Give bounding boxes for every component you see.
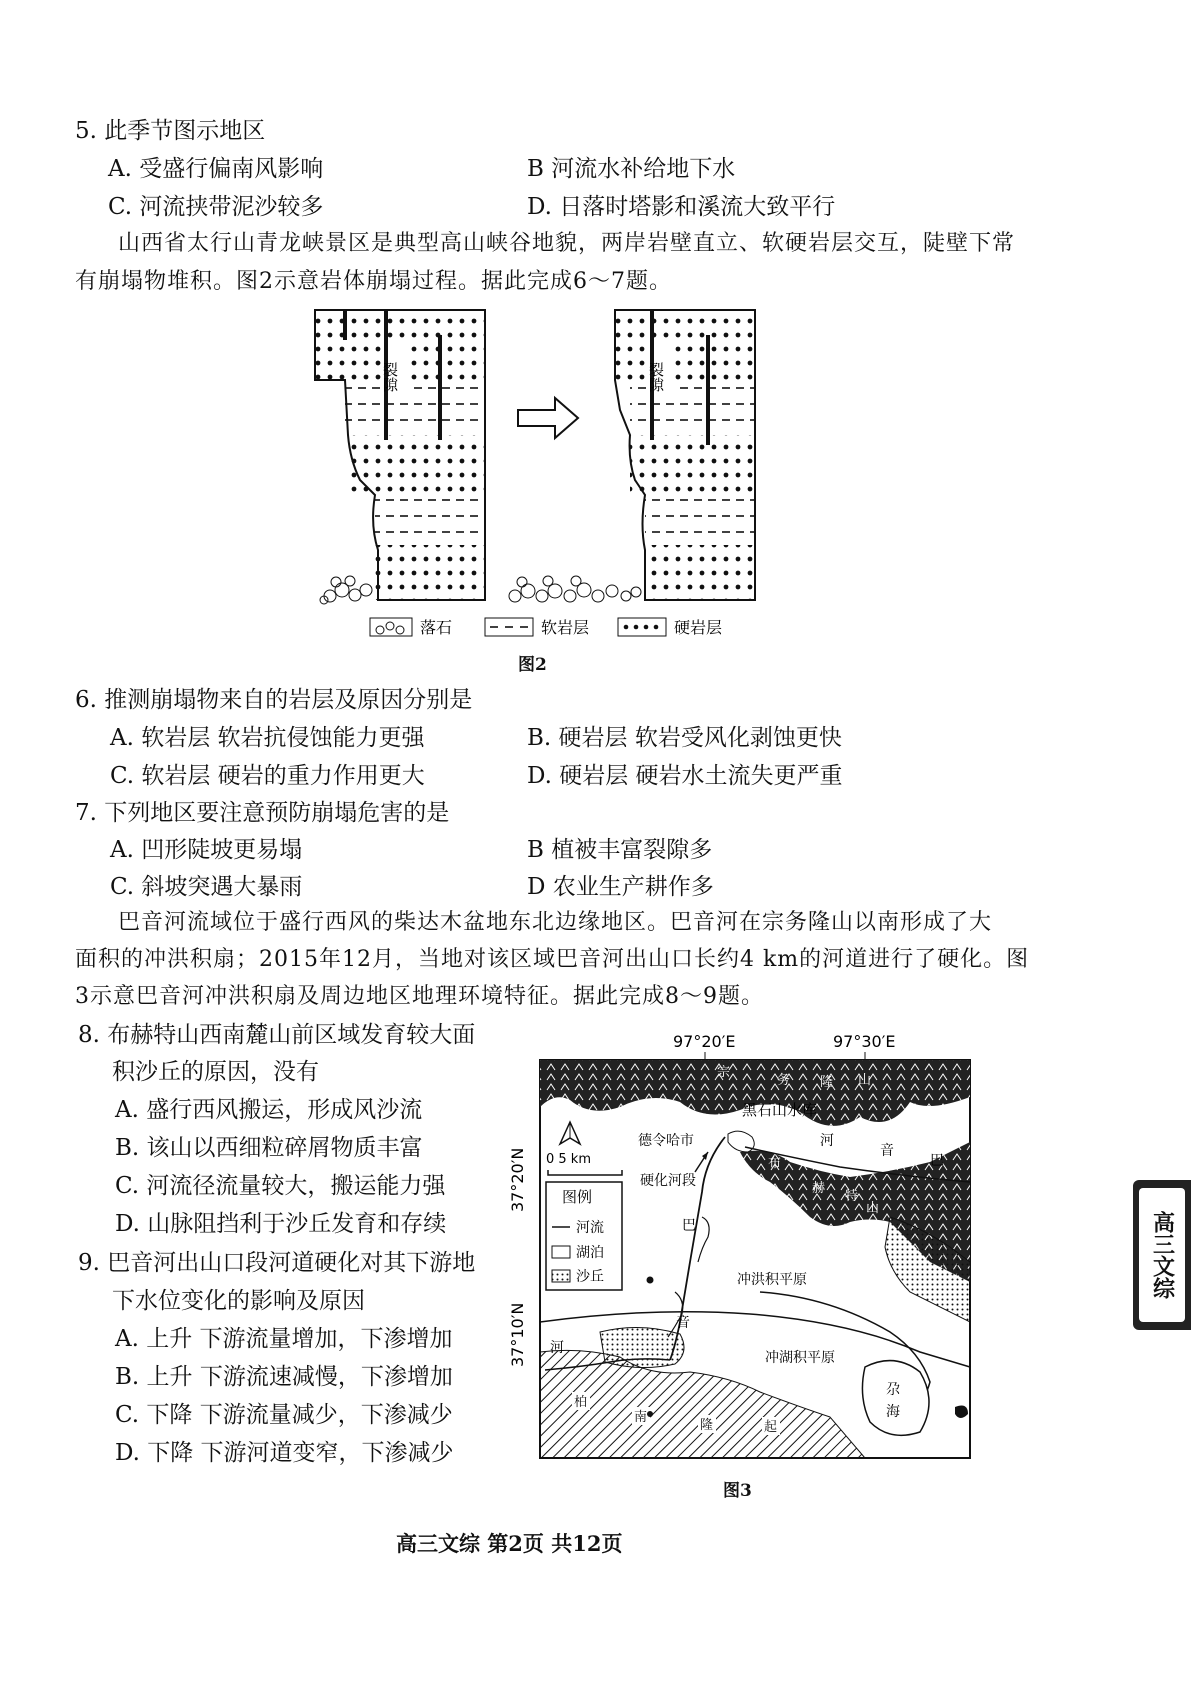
q5-option-c: C. 河流挟带泥沙较多 (108, 194, 324, 220)
q7-option-a: A. 凹形陡坡更易塌 (110, 837, 303, 863)
river-char-he: 河 (820, 1133, 834, 1149)
alluvial-plain-label: 冲洪积平原 (737, 1272, 807, 1288)
q9-option-a: A. 上升 下游流量增加，下渗增加 (115, 1326, 453, 1352)
figure-3-caption: 图3 (723, 1481, 752, 1501)
q7-option-d: D 农业生产耕作多 (527, 874, 714, 900)
buhete-char-2: 赫 (812, 1181, 826, 1196)
lon-label-2: 97°30′E (833, 1032, 896, 1051)
zongwulong-char-3: 隆 (820, 1075, 834, 1090)
subject-side-tab (1133, 1180, 1191, 1330)
city-dot (647, 1277, 654, 1284)
legend-title: 图例 (562, 1188, 593, 1206)
q5-stem: 5. 此季节图示地区 (75, 118, 266, 144)
q8-option-a: A. 盛行西风搬运，形成风沙流 (115, 1097, 423, 1123)
legend-soft-label: 软岩层 (541, 618, 590, 637)
passage1-line2: 有崩塌物堆积。图2示意岩体崩塌过程。据此完成6～7题。 (75, 269, 672, 294)
legend-rockfall-label: 落石 (420, 618, 453, 637)
passage2-line3: 3示意巴音河冲洪积扇及周边地区地理环境特征。据此完成8～9题。 (75, 984, 764, 1009)
figure-3-map (490, 1022, 990, 1472)
lake-char-1: 尕 (886, 1382, 900, 1398)
q9-option-d: D. 下降 下游河道变窄，下渗减少 (115, 1440, 454, 1466)
q9-option-b: B. 上升 下游流速减慢，下渗增加 (115, 1364, 453, 1390)
zongwulong-char-2: 务 (777, 1073, 791, 1088)
lat-label-2: 37°10′N (508, 1302, 527, 1367)
q9-stem-line1: 9. 巴音河出山口段河道硬化对其下游地 (78, 1250, 476, 1276)
q6-stem: 6. 推测崩塌物来自的岩层及原因分别是 (75, 687, 473, 713)
q5-option-b: B 河流水补给地下水 (527, 156, 736, 182)
buhete-char-4: 山 (866, 1201, 880, 1216)
q6-option-d: D. 硬岩层 硬岩水土流失更严重 (527, 763, 843, 789)
reservoir-label: 黑石山水库 (742, 1101, 818, 1119)
page-footer: 高三文综 第2页 共12页 (396, 1531, 623, 1556)
legend-hard-label: 硬岩层 (674, 618, 723, 637)
bayin-ba: 巴 (682, 1218, 696, 1234)
rock-block-after (615, 310, 755, 600)
figure-2-legend (370, 618, 722, 637)
crack-label-left: 裂隙 (381, 362, 399, 392)
legend-dune-label: 沙丘 (576, 1269, 604, 1285)
figure-2-caption: 图2 (518, 655, 547, 675)
lake-char-2: 海 (886, 1404, 900, 1420)
uplift-char-3: 隆 (700, 1418, 714, 1433)
bayin-he: 河 (550, 1340, 564, 1356)
q9-stem-line2: 下水位变化的影响及原因 (112, 1288, 365, 1314)
legend-river-label: 河流 (576, 1220, 604, 1236)
q6-option-c: C. 软岩层 硬岩的重力作用更大 (110, 763, 425, 789)
q8-stem-line1: 8. 布赫特山西南麓山前区域发育较大面 (78, 1022, 476, 1048)
q8-stem-line2: 积沙丘的原因，没有 (112, 1059, 319, 1085)
buhete-char-1: 布 (768, 1156, 782, 1171)
legend-lake-label: 湖泊 (576, 1245, 604, 1261)
bayin-yin: 音 (676, 1315, 690, 1331)
buhete-char-3: 特 (845, 1189, 859, 1204)
lacustrine-plain-label: 冲湖积平原 (765, 1350, 835, 1366)
river-char-yin: 音 (880, 1143, 894, 1159)
q5-option-a: A. 受盛行偏南风影响 (108, 156, 324, 182)
passage1-line1: 山西省太行山青龙峡景区是典型高山峡谷地貌，两岸岩壁直立、软硬岩层交互，陡壁下常 (118, 231, 1016, 256)
uplift-char-2: 南 (634, 1410, 648, 1425)
rockfall-left (320, 576, 372, 604)
rockfall-right (509, 576, 641, 602)
figure-3-legend (546, 1182, 622, 1290)
q8-option-c: C. 河流径流量较大，搬运能力强 (115, 1173, 446, 1199)
uplift-char-4: 起 (764, 1420, 778, 1435)
zongwulong-char-4: 山 (858, 1073, 872, 1088)
uplift-char-1: 柏 (574, 1395, 588, 1410)
q5-option-d: D. 日落时塔影和溪流大致平行 (527, 194, 836, 220)
hardened-label: 硬化河段 (640, 1173, 696, 1189)
q6-option-b: B. 硬岩层 软岩受风化剥蚀更快 (527, 725, 842, 751)
q7-option-b: B 植被丰富裂隙多 (527, 837, 713, 863)
lon-label-1: 97°20′E (673, 1032, 736, 1051)
q6-option-a: A. 软岩层 软岩抗侵蚀能力更强 (110, 725, 425, 751)
river-char-ba: 巴 (930, 1153, 944, 1169)
city-label: 德令哈市 (638, 1133, 694, 1149)
zongwulong-char-1: 宗 (717, 1065, 731, 1080)
figure-2 (300, 300, 780, 680)
q8-option-d: D. 山脉阻挡利于沙丘发育和存续 (115, 1211, 447, 1237)
q7-option-c: C. 斜坡突遇大暴雨 (110, 874, 303, 900)
subject-side-tab-label: 高三文综 (1139, 1188, 1185, 1322)
rock-block-before (315, 310, 485, 600)
scale-label: 0 5 km (546, 1152, 591, 1167)
q7-stem: 7. 下列地区要注意预防崩塌危害的是 (75, 800, 450, 826)
q8-option-b: B. 该山以西细粒碎屑物质丰富 (115, 1135, 423, 1161)
lat-label-1: 37°20′N (508, 1147, 527, 1212)
crack-label-right: 裂隙 (647, 362, 665, 392)
q9-option-c: C. 下降 下游流量减少，下渗减少 (115, 1402, 453, 1428)
process-arrow-icon (518, 398, 578, 438)
passage2-line1: 巴音河流域位于盛行西风的柴达木盆地东北边缘地区。巴音河在宗务隆山以南形成了大 (118, 910, 993, 935)
passage2-line2: 面积的冲洪积扇；2015年12月，当地对该区域巴音河出山口长约4 km的河道进行了硬化。图 (75, 947, 1030, 972)
